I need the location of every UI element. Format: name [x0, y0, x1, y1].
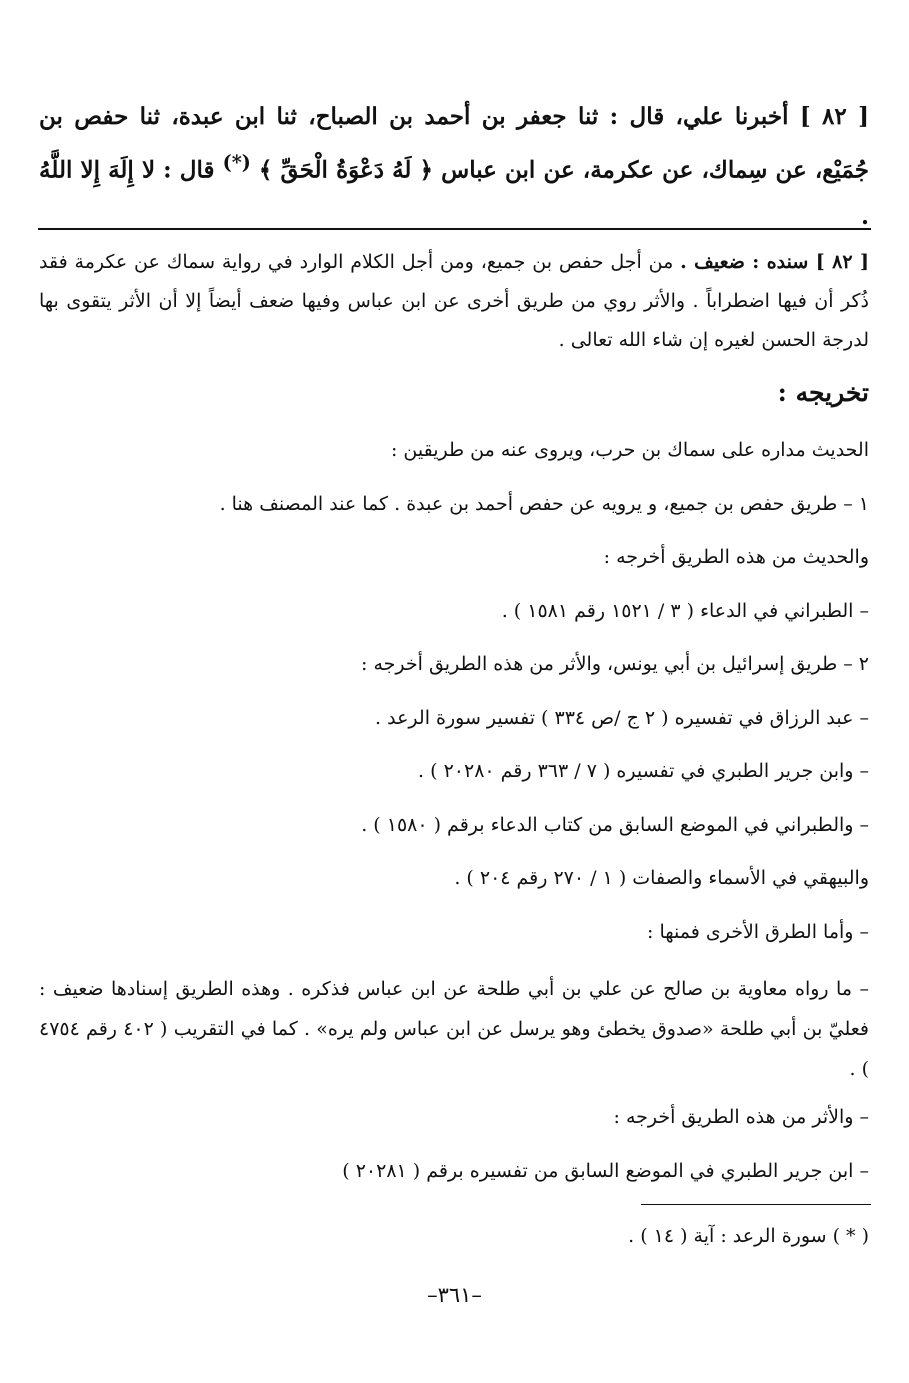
section-heading: تخريجه : — [777, 378, 869, 407]
list-item: – وابن جرير الطبري في تفسيره ( ٧ / ٣٦٣ رقم ٢٠٢٨٠ ) . — [418, 760, 869, 782]
list-item: والبيهقي في الأسماء والصفات ( ١ / ٢٧٠ رقم ٢٠٤ ) . — [454, 867, 869, 889]
list-item: – الطبراني في الدعاء ( ٣ / ١٥٢١ رقم ١٥٨١ ) . — [501, 599, 869, 622]
main-text-part1: [ ٨٢ ] أخبرنا علي، قال : ثنا جعفر بن أحمد بن الصباح، ثنا ابن عبدة، ثنا حفص بن جُمَيْع، عن سِماك، عن عكرمة، عن ابن عباس — [39, 103, 870, 184]
list-item: – ابن جرير الطبري في الموضع السابق من تفسيره برقم ( ٢٠٢٨١ ) — [342, 1159, 869, 1182]
list-item: الحديث مداره على سماك بن حرب، ويروى عنه من طريقين : — [390, 439, 869, 461]
notes-text: من أجل حفص بن جميع، ومن أجل الكلام الوارد في رواية سماك عن عكرمة فقد ذُكر أن فيها اضطراباً . والأثر روي من طريق أخرى عن ابن عباس وفيها ضعف أيضاً إلا أن الأثر يتقوى بها لدرجة الحسن لغيره إن شاء الله تعالى . — [39, 251, 869, 351]
takhrij-list — [39, 434, 869, 1208]
list-item: ٢ – طريق إسرائيل بن أبي يونس، والأثر من هذه الطريق أخرجه : — [361, 653, 869, 675]
separator-line — [38, 228, 871, 230]
list-item: – ما رواه معاوية بن صالح عن علي بن أبي طلحة عن ابن عباس فذكره . وهذه الطريق إسنادها ضعيف : فعليّ بن أبي طلحة «صدوق يخطئ وهو يرسل عن ابن عباس ولم يره» . كما في التقريب ( ٤٠٢ رقم ٤٧٥٤ ) . — [39, 978, 869, 1080]
main-paragraph — [39, 94, 869, 240]
list-item: – عبد الرزاق في تفسيره ( ٢ ج /ص ٣٣٤ ) تفسير سورة الرعد . — [375, 706, 869, 729]
list-item: – وأما الطرق الأخرى فمنها : — [647, 920, 869, 943]
list-item: – والأثر من هذه الطريق أخرجه : — [613, 1106, 869, 1128]
main-text-part2: قال : لا إِلَهَ إِلا اللَّهُ . — [39, 156, 869, 230]
page-number: –٣٦١– — [427, 1283, 482, 1307]
footnote-separator — [641, 1204, 871, 1205]
list-item: ١ – طريق حفص بن جميع، و يرويه عن حفص أحمد بن عبدة . كما عند المصنف هنا . — [219, 492, 869, 515]
notes-block — [39, 243, 869, 360]
list-item: والحديث من هذه الطريق أخرجه : — [603, 546, 869, 568]
notes-paragraph — [39, 243, 869, 360]
footnote: ( * ) سورة الرعد : آية ( ١٤ ) . — [628, 1225, 869, 1247]
list-item: – والطبراني في الموضع السابق من كتاب الدعاء برقم ( ١٥٨٠ ) . — [361, 813, 869, 836]
notes-label: [ ٨٢ ] سنده : ضعيف . — [680, 251, 869, 273]
main-text — [39, 94, 869, 240]
footnote-marker: (*) — [222, 151, 251, 174]
quran-quote: ﴿ لَهُ دَعْوَةُ الْحَقِّ ﴾ — [258, 156, 434, 184]
